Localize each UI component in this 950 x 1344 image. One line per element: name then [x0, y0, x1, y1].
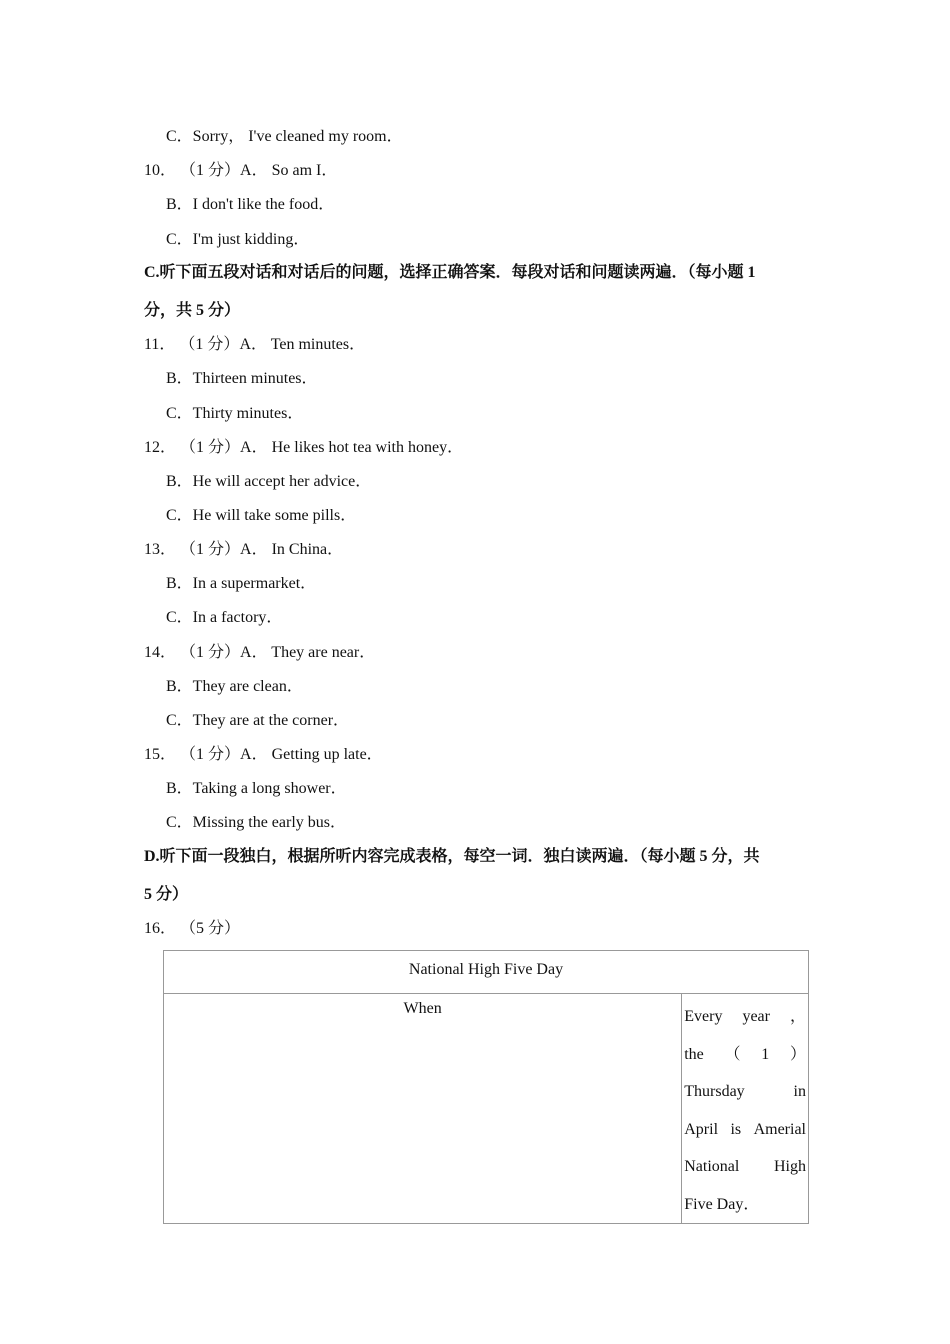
answer-line [684, 1148, 806, 1186]
option-b: B．They are clean． [166, 678, 303, 695]
answer-cell [682, 994, 809, 1224]
option-b: B．Taking a long shower． [166, 780, 347, 797]
word: （ [724, 1045, 741, 1063]
question-16 [144, 919, 240, 939]
question-number: 12． [144, 439, 177, 456]
word: Amerial [753, 1120, 806, 1138]
option-b: B．I don't like the food． [166, 196, 335, 213]
question-score: （1 分） [179, 336, 240, 353]
question-number: 15． [144, 746, 177, 763]
section-d-heading-cont: 5 分） [144, 886, 189, 903]
question-score: （1 分） [180, 541, 241, 558]
option-c: C．In a factory． [166, 609, 283, 626]
word: Five Day． [684, 1195, 760, 1213]
option-a: A． So am I． [240, 162, 338, 179]
word: ） [789, 1045, 806, 1063]
answer-line [684, 998, 806, 1036]
answer-line [684, 1186, 806, 1224]
question-score: （1 分） [180, 162, 241, 179]
option-c: C．He will take some pills． [166, 507, 357, 524]
section-c-heading-cont: 分，共 5 分） [144, 302, 241, 319]
question-11 [144, 335, 365, 355]
option-c: C．Thirty minutes． [166, 405, 304, 422]
question-score: （1 分） [180, 746, 241, 763]
question-number: 11． [144, 336, 176, 353]
fill-in-table [163, 950, 809, 1224]
word: National [684, 1158, 740, 1175]
word: Every [684, 1008, 723, 1025]
option-a: A． Ten minutes． [239, 336, 366, 353]
question-number: 16． [144, 920, 177, 937]
option-a: A． He likes hot tea with honey． [240, 439, 464, 456]
option-c: C．I'm just kidding． [166, 231, 310, 248]
question-number: 13． [144, 541, 177, 558]
question-number: 14． [144, 644, 177, 661]
option-c: C．They are at the corner． [166, 712, 350, 729]
word: Thursday [684, 1083, 745, 1100]
question-score: （1 分） [180, 439, 241, 456]
question-15 [144, 745, 383, 765]
option-a: A． In China． [240, 541, 344, 558]
word: the [684, 1045, 704, 1063]
word: is [730, 1120, 742, 1138]
word: High [774, 1158, 806, 1175]
option-a: A． They are near． [240, 644, 376, 661]
question-14 [144, 643, 375, 663]
word: year [742, 1008, 770, 1025]
option-text: C．Sorry， I've cleaned my room． [166, 128, 403, 145]
table-title: National High Five Day [164, 951, 809, 994]
option-b: B．He will accept her advice． [166, 473, 372, 490]
answer-line [684, 1036, 806, 1074]
option-b: B．Thirteen minutes． [166, 370, 318, 387]
answer-line [684, 1111, 806, 1149]
section-d-heading: D.听下面一段独白，根据所听内容完成表格，每空一词．独白读两遍．（每小题 5 分，共 [144, 848, 760, 865]
answer-line [684, 1073, 806, 1111]
option-b: B．In a supermarket． [166, 575, 317, 592]
word: ， [789, 1008, 806, 1025]
option-c: C．Missing the early bus． [166, 814, 346, 831]
word: in [793, 1083, 806, 1100]
question-13 [144, 540, 343, 560]
question-score: （5 分） [180, 920, 241, 937]
section-c-heading: C.听下面五段对话和对话后的问题，选择正确答案．每段对话和问题读两遍．（每小题 1 [144, 264, 756, 281]
question-10 [144, 161, 337, 181]
question-12 [144, 438, 463, 458]
question-number: 10． [144, 162, 177, 179]
when-label: When [164, 994, 682, 1224]
word: April [684, 1120, 719, 1138]
question-score: （1 分） [180, 644, 241, 661]
blank-number: 1 [761, 1045, 770, 1063]
option-a: A． Getting up late． [240, 746, 383, 763]
